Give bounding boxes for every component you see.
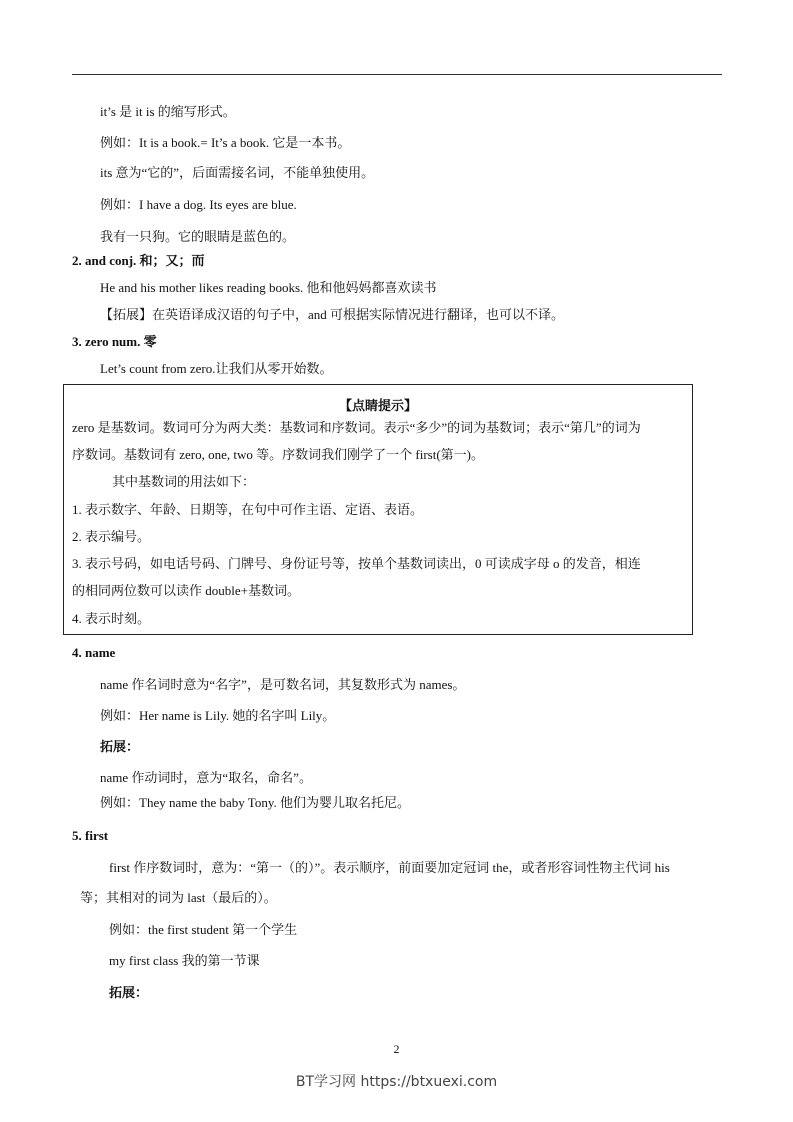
text-line: first 作序数词时，意为：“第一（的）”。表示顺序，前面要加定冠词 the，或者形容词性物主代词 his	[109, 860, 670, 875]
page-number: 2	[393, 1042, 400, 1056]
text-line: 例如：I have a dog. Its eyes are blue.	[100, 197, 297, 212]
text-line: 例如：They name the baby Tony. 他们为婴儿取名托尼。	[100, 795, 410, 810]
text-line: name 作动词时，意为“取名，命名”。	[100, 770, 312, 785]
text-line: 等；其相对的词为 last（最后的）。	[80, 890, 277, 905]
tip-line: 其中基数词的用法如下：	[112, 474, 256, 489]
section-heading: 4. name	[72, 645, 116, 660]
text-line: 例如：the first student 第一个学生	[109, 922, 298, 937]
tip-line: 4. 表示时刻。	[72, 611, 151, 626]
text-line: 例如：It is a book.= It’s a book. 它是一本书。	[100, 135, 351, 150]
section-heading: 3. zero num. 零	[72, 334, 157, 349]
tip-box	[63, 384, 693, 635]
text-line: my first class 我的第一节课	[109, 953, 260, 968]
text-line: Let’s count from zero.让我们从零开始数。	[100, 361, 333, 376]
text-line: He and his mother likes reading books. 他和他妈妈都喜欢读书	[100, 280, 437, 295]
text-line: 【拓展】在英语译成汉语的句子中，and 可根据实际情况进行翻译，也可以不译。	[100, 307, 565, 322]
text-line: its 意为“它的”，后面需接名词，不能单独使用。	[100, 165, 375, 180]
text-line: it’s 是 it is 的缩写形式。	[100, 104, 236, 119]
text-line: 我有一只狗。它的眼睛是蓝色的。	[100, 229, 296, 244]
extension-heading: 拓展：	[100, 739, 140, 754]
section-heading: 5. first	[72, 828, 109, 843]
tip-line: 3. 表示号码，如电话号码、门牌号、身份证号等，按单个基数词读出，0 可读成字母 o 的发音，相连	[72, 556, 641, 571]
footer-watermark: BT学习网 https://btxuexi.com	[295, 1074, 498, 1090]
extension-heading: 拓展：	[109, 985, 149, 1000]
tip-box-title: 【点睛提示】	[338, 398, 417, 413]
tip-line: zero 是基数词。数词可分为两大类：基数词和序数词。表示“多少”的词为基数词；表示“第几”的词为	[72, 420, 641, 435]
section-heading: 2. and conj. 和；又；而	[72, 253, 205, 268]
tip-line: 的相同两位数可以读作 double+基数词。	[72, 583, 300, 598]
tip-line: 2. 表示编号。	[72, 529, 151, 544]
text-line: name 作名词时意为“名字”，是可数名词，其复数形式为 names。	[100, 677, 466, 692]
tip-line: 1. 表示数字、年龄、日期等，在句中可作主语、定语、表语。	[72, 502, 424, 517]
text-line: 例如：Her name is Lily. 她的名字叫 Lily。	[100, 708, 336, 723]
header-rule	[72, 74, 722, 75]
tip-line: 序数词。基数词有 zero, one, two 等。序数词我们刚学了一个 first(第一)。	[72, 447, 484, 462]
